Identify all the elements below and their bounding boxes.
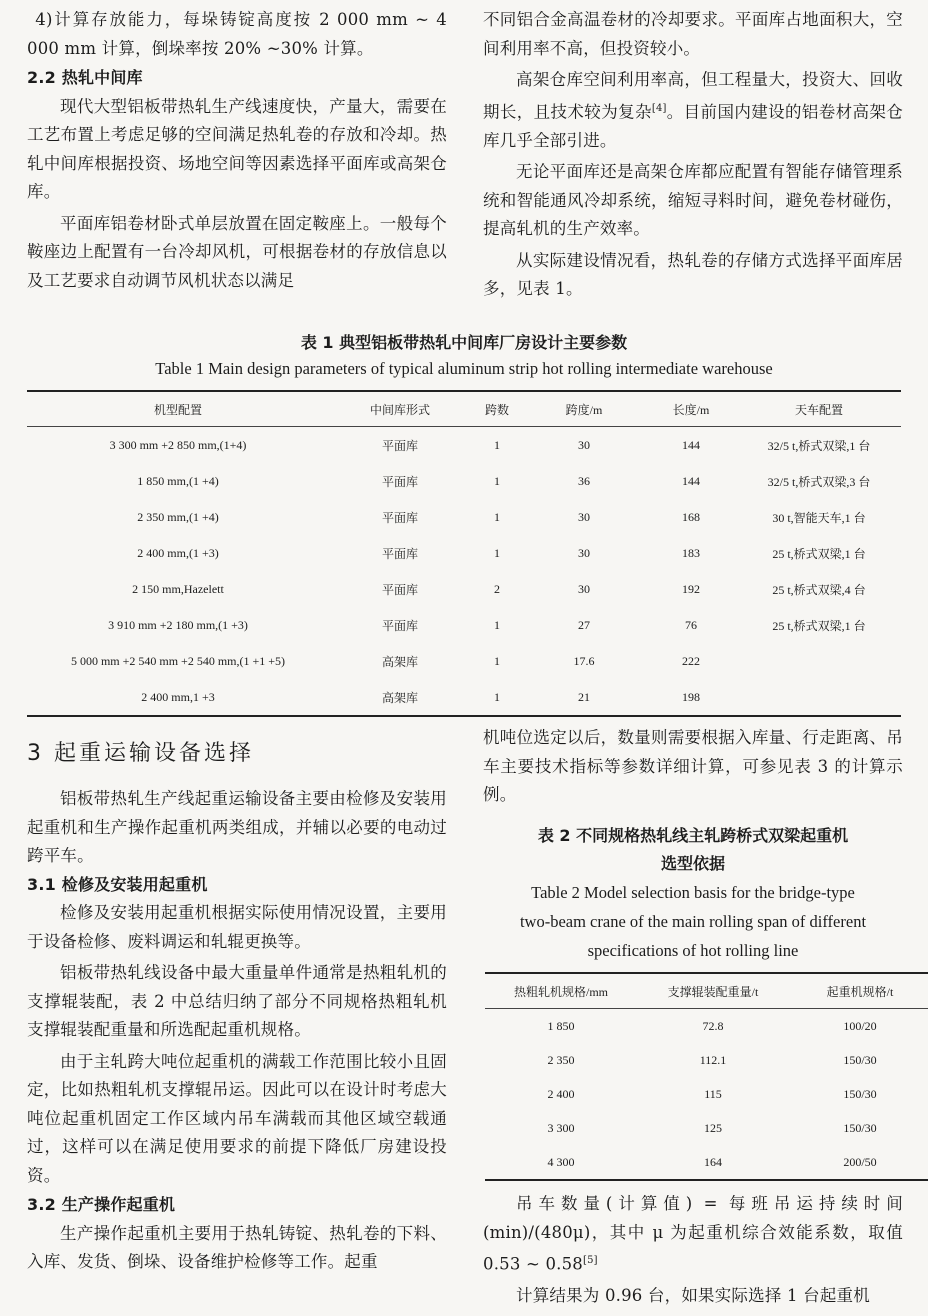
table-cell: 1 xyxy=(494,689,500,704)
table-cell: 32/5 t,桥式双梁,3 台 xyxy=(767,474,871,489)
table-row xyxy=(485,1145,928,1180)
table-cell: 168 xyxy=(682,509,700,524)
table-cell: 3 910 mm +2 180 mm,(1 +3) xyxy=(108,617,248,632)
table-cell: 25 t,桥式双梁,1 台 xyxy=(772,618,866,633)
paragraph: 从实际建设情况看，热轧卷的存储方式选择平面库居多，见表 1。 xyxy=(483,250,903,298)
table-row xyxy=(485,1043,928,1077)
paragraph: 生产操作起重机主要用于热轧铸锭、热轧卷的下料、入库、发货、倒垛、设备维护检修等工作。起重 xyxy=(27,1223,447,1271)
section-2-2-heading: 2.2 热轧中间库 xyxy=(27,68,143,87)
table-header: 机型配置 xyxy=(27,391,329,427)
table-cell: 144 xyxy=(682,473,700,488)
list-item-4: 4)计算存放能力，每垛铸锭高度按 2 000 mm ~ 4 000 mm 计算，倒垛率按 20% ~30% 计算。 xyxy=(27,10,447,58)
table-cell: 25 t,桥式双梁,4 台 xyxy=(772,582,866,597)
table-cell: 平面库 xyxy=(381,582,418,597)
table-cell: 115 xyxy=(704,1086,722,1101)
table-cell: 164 xyxy=(704,1154,722,1169)
table-row xyxy=(27,499,901,535)
paragraph: 现代大型铝板带热轧生产线速度快，产量大，需要在工艺布置上考虑足够的空间满足热轧卷的存放和冷却。热轧中间库根据投资、场地空间等因素选择平面库或高架仓库。 xyxy=(27,96,447,201)
paragraph xyxy=(483,66,903,155)
paragraph: 机吨位选定以后，数量则需要根据入库量、行走距离、吊车主要技术指标等参数详细计算，可参见表 3 的计算示例。 xyxy=(483,728,903,804)
table-cell: 2 150 mm,Hazelett xyxy=(132,581,224,596)
table2-caption-zh: 表 2 不同规格热轧线主轧跨桥式双梁起重机 xyxy=(537,826,849,845)
table-header-row xyxy=(27,391,901,427)
table-cell: 2 xyxy=(494,581,500,596)
paragraph: 无论平面库还是高架仓库都应配置有智能存储管理系统和智能通风冷却系统，缩短寻料时间，避免卷材碰伤，提高轧机的生产效率。 xyxy=(483,162,903,238)
right-column-bottom xyxy=(483,1190,903,1311)
table-header: 支撑辊装配重量/t xyxy=(637,973,789,1009)
table-header: 长度/m xyxy=(645,391,737,427)
table-cell: 高架库 xyxy=(381,654,418,669)
table-cell xyxy=(737,643,901,679)
table-row xyxy=(27,643,901,679)
table-cell: 198 xyxy=(682,689,700,704)
table-header: 天车配置 xyxy=(737,391,901,427)
table-cell: 4 300 xyxy=(547,1154,575,1169)
paragraph xyxy=(483,1190,903,1279)
table-row xyxy=(27,463,901,499)
paragraph: 不同铝合金高温卷材的冷却要求。平面库占地面积大，空间利用率不高，但投资较小。 xyxy=(483,10,903,58)
table-cell: 1 xyxy=(494,545,500,560)
table-cell: 2 400 xyxy=(547,1086,575,1101)
table-cell: 150/30 xyxy=(843,1086,877,1101)
table-cell: 高架库 xyxy=(381,690,418,705)
table2 xyxy=(485,972,928,1181)
paragraph-text: 吊车数量(计算值) = 每班吊运持续时间(min)/(480μ)，其中 μ 为起重机综合效能系数，取值 0.53 ~ 0.58 xyxy=(483,1194,903,1274)
table-cell: 30 xyxy=(578,545,590,560)
table-cell: 3 300 xyxy=(547,1120,575,1135)
table-cell: 222 xyxy=(682,653,700,668)
section-3-1-heading: 3.1 检修及安装用起重机 xyxy=(27,874,208,894)
top-right-column xyxy=(483,6,903,304)
table-header: 中间库形式 xyxy=(329,391,471,427)
table-cell: 200/50 xyxy=(843,1154,877,1169)
table-cell: 1 xyxy=(494,509,500,524)
paragraph: 铝板带热轧线设备中最大重量单件通常是热粗轧机的支撑辊装配，表 2 中总结归纳了部分不同规格热粗轧机支撑辊装配重量和所选配起重机规格。 xyxy=(27,963,447,1039)
table2-caption-en: two-beam crane of the main rolling span of different xyxy=(519,912,867,931)
table-cell: 112.1 xyxy=(699,1052,727,1067)
table-cell: 平面库 xyxy=(381,546,418,561)
paragraph: 平面库铝卷材卧式单层放置在固定鞍座上。一般每个鞍座边上配置有一台冷却风机，可根据卷材的存放信息以及工艺要求自动调节风机状态以满足 xyxy=(27,213,447,290)
paragraph: 铝板带热轧生产线起重运输设备主要由检修及安装用起重机和生产操作起重机两类组成，并辅以必要的电动过跨平车。 xyxy=(27,789,447,865)
table-cell: 150/30 xyxy=(843,1120,877,1135)
paragraph-text: 。目前国内建设的铝卷材高架仓库几乎全部引进。 xyxy=(483,102,903,150)
table-cell: 2 350 xyxy=(547,1052,575,1067)
table-cell: 32/5 t,桥式双梁,1 台 xyxy=(767,438,871,453)
table-cell: 平面库 xyxy=(381,510,418,525)
table-row xyxy=(27,571,901,607)
table-cell: 25 t,桥式双梁,1 台 xyxy=(772,546,866,561)
paragraph-text: 高架仓库空间利用率高，但工程量大，投资大、回收期长，且技术较为复杂 xyxy=(483,70,903,121)
table-cell: 2 350 mm,(1 +4) xyxy=(137,509,219,524)
table-cell: 30 t,智能天车,1 台 xyxy=(772,510,866,525)
table-row xyxy=(485,1111,928,1145)
table-cell: 76 xyxy=(685,617,697,632)
table-row xyxy=(27,535,901,571)
table-row xyxy=(27,607,901,643)
table2-caption-zh: 选型依据 xyxy=(660,854,725,873)
top-left-column xyxy=(27,6,447,295)
table-cell: 72.8 xyxy=(702,1018,724,1033)
table1 xyxy=(27,390,901,717)
table-row xyxy=(485,1077,928,1111)
table-cell: 平面库 xyxy=(381,474,418,489)
table-header-row xyxy=(485,973,928,1009)
table-row xyxy=(485,1009,928,1044)
table1-caption-zh: 表 1 典型铝板带热轧中间库厂房设计主要参数 xyxy=(300,333,628,352)
table-cell: 150/30 xyxy=(843,1052,877,1067)
table-cell: 1 xyxy=(494,437,500,452)
table2-caption-en: Table 2 Model selection basis for the bridge-type xyxy=(531,883,855,902)
table-cell: 2 400 mm,1 +3 xyxy=(141,689,215,704)
table-cell: 1 xyxy=(494,473,500,488)
citation-ref: [5] xyxy=(583,1255,598,1266)
table-cell: 2 400 mm,(1 +3) xyxy=(137,545,219,560)
table-cell: 125 xyxy=(704,1120,722,1135)
table-cell: 30 xyxy=(578,581,590,596)
table-cell: 21 xyxy=(578,689,590,704)
paragraph: 检修及安装用起重机根据实际使用情况设置，主要用于设备检修、废料调运和轧辊更换等。 xyxy=(27,903,447,951)
table-row xyxy=(27,427,901,464)
table-cell: 30 xyxy=(578,509,590,524)
section-3-2-heading: 3.2 生产操作起重机 xyxy=(27,1195,176,1214)
table-cell: 1 850 xyxy=(547,1018,575,1033)
table-cell: 5 000 mm +2 540 mm +2 540 mm,(1 +1 +5) xyxy=(70,653,286,668)
table-cell: 1 xyxy=(494,617,500,632)
paragraph: 由于主轧跨大吨位起重机的满载工作范围比较小且固定，比如热粗轧机支撑辊吊运。因此可以在设计时考虑大吨位起重机固定工作区域内吊车满载而其他区域空载通过，这样可以在满足使用要求的前提下降低厂房建设投资。 xyxy=(27,1051,447,1185)
table-header: 起重机规格/t xyxy=(789,973,928,1009)
table-header: 跨数 xyxy=(471,391,523,427)
table-cell xyxy=(737,679,901,716)
right-column-lower xyxy=(483,724,903,810)
table-cell: 36 xyxy=(578,473,590,488)
table1-caption-en: Table 1 Main design parameters of typical aluminum strip hot rolling intermediate warehouse xyxy=(155,359,773,378)
table-cell: 183 xyxy=(682,545,700,560)
table-header: 跨度/m xyxy=(523,391,645,427)
table-cell: 平面库 xyxy=(381,438,418,453)
table-header: 热粗轧机规格/mm xyxy=(485,973,637,1009)
table-cell: 192 xyxy=(682,581,700,596)
table-cell: 30 xyxy=(578,437,590,452)
table-cell: 17.6 xyxy=(573,653,595,668)
section-3-heading: 3 起重运输设备选择 xyxy=(27,741,254,766)
table-cell: 3 300 mm +2 850 mm,(1+4) xyxy=(109,437,247,452)
section-3-body xyxy=(27,785,447,1277)
table-cell: 27 xyxy=(578,617,590,632)
paragraph: 计算结果为 0.96 台，如果实际选择 1 台起重机 xyxy=(516,1286,870,1305)
table-cell: 平面库 xyxy=(381,618,418,633)
table-cell: 100/20 xyxy=(843,1018,877,1033)
table2-caption-en: specifications of hot rolling line xyxy=(587,941,799,960)
table-cell: 1 850 mm,(1 +4) xyxy=(137,473,219,488)
citation-ref: [4] xyxy=(651,102,667,114)
table-row xyxy=(27,679,901,716)
table-cell: 1 xyxy=(494,653,500,668)
table-cell: 144 xyxy=(682,437,700,452)
table2-caption xyxy=(458,822,928,965)
